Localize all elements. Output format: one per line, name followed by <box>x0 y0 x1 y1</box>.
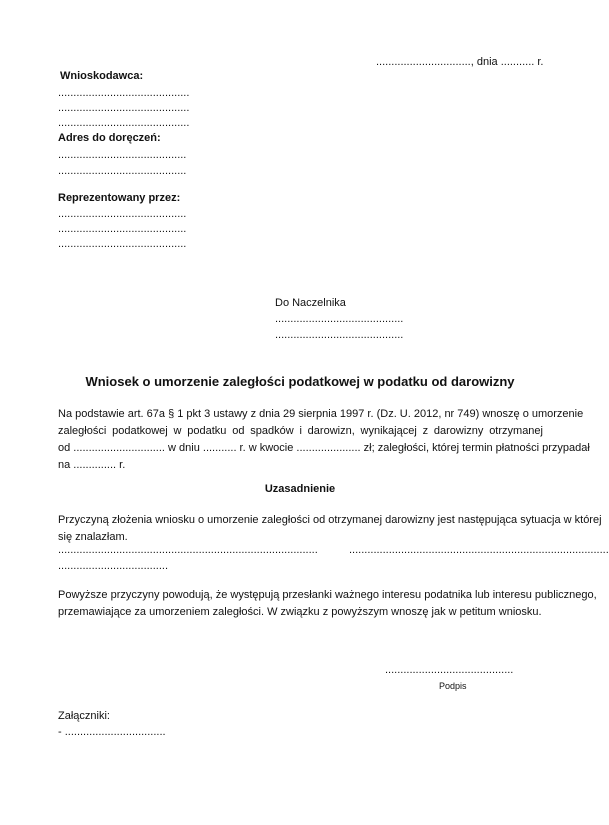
intro-line: zaległości podatkowej w podatku od spadków i darowizn, wynikającej z darowizny otrzymanej <box>58 425 543 437</box>
address-label: Adres do doręczeń: <box>58 132 161 144</box>
conclusion-line: przemawiające za umorzeniem zaległości. W związku z powyższym wnoszę jak w petitum wniosku. <box>58 606 542 618</box>
recipient-label: Do Naczelnika <box>275 297 346 309</box>
fill-line: .................................... <box>58 560 169 572</box>
date-line: ..............................., dnia ........... r. <box>376 56 544 68</box>
justification-line: Przyczyną złożenia wniosku o umorzenie zaległości od otrzymanej darowizny jest następująca sytuacja w której <box>58 514 602 526</box>
signature-line: .......................................... <box>385 664 514 676</box>
applicant-label: Wnioskodawca: <box>60 70 144 82</box>
attachment-item: - ................................. <box>58 726 166 738</box>
recipient-line: .......................................... <box>275 313 404 325</box>
justification-line: się znalazłam. <box>58 531 128 543</box>
applicant-line: ........................................... <box>58 87 190 99</box>
intro-line: Na podstawie art. 67a § 1 pkt 3 ustawy z dnia 29 sierpnia 1997 r. (Dz. U. 2012, nr 749) wnoszę o umorzenie <box>58 408 584 420</box>
applicant-line: ........................................... <box>58 102 190 114</box>
address-line: .......................................... <box>58 165 187 177</box>
intro-line: na .............. r. <box>58 459 126 471</box>
represented-line: .......................................... <box>58 223 187 235</box>
recipient-line: .......................................... <box>275 329 404 341</box>
represented-line: .......................................... <box>58 208 187 220</box>
represented-label: Reprezentowany przez: <box>58 192 181 204</box>
conclusion-paragraph <box>58 587 597 621</box>
signature-label: Podpis <box>439 681 467 691</box>
attachments-label: Załączniki: <box>58 710 110 722</box>
document-title: Wniosek o umorzenie zaległości podatkowej w podatku od darowizny <box>85 374 515 389</box>
intro-paragraph <box>58 406 590 474</box>
justification-heading: Uzasadnienie <box>264 483 336 495</box>
justification-paragraph <box>58 512 602 546</box>
fill-line: ..................................................................................... <box>58 544 318 556</box>
conclusion-line: Powyższe przyczyny powodują, że występują przesłanki ważnego interesu podatnika lub interesu publicznego, <box>58 589 597 601</box>
fill-line: ..................................................................................... <box>349 544 609 556</box>
applicant-line: ........................................... <box>58 117 190 129</box>
address-line: .......................................... <box>58 149 187 161</box>
intro-line: od .............................. w dniu ........... r. w kwocie ..................... zł; zaległości, której termin płatności przypadał <box>58 442 590 454</box>
represented-line: .......................................... <box>58 238 187 250</box>
